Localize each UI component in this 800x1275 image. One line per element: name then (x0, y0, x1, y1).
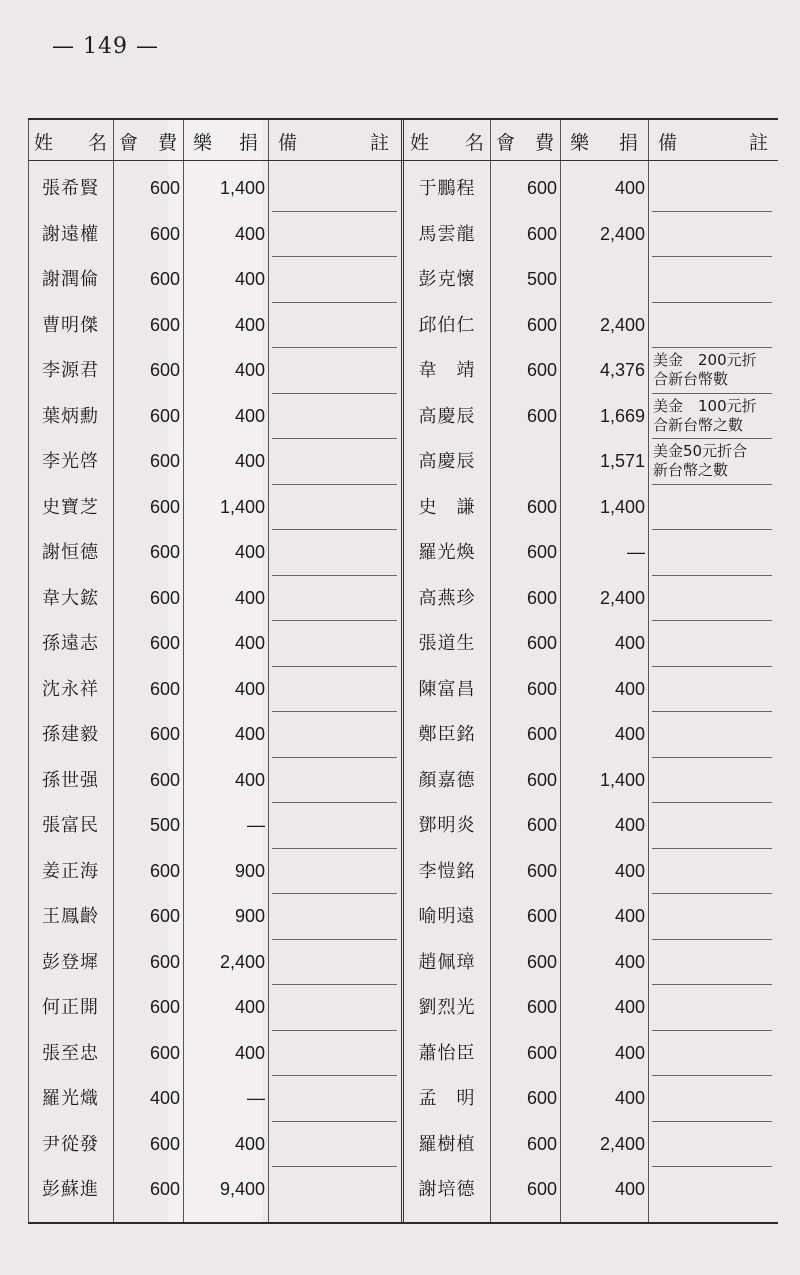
row-rule (652, 256, 772, 257)
header-remark-left: 備 註 (278, 132, 389, 154)
row-rule (272, 1166, 397, 1167)
bottom-rule (28, 1223, 778, 1224)
right-table-row (28, 1167, 778, 1212)
donation-amount: 900 (234, 860, 265, 881)
member-name: 趙佩璋 (418, 951, 476, 973)
membership-fee: 600 (526, 405, 557, 426)
right-table-row (28, 303, 778, 348)
membership-fee-table (28, 118, 778, 1224)
row-rule (652, 529, 772, 530)
right-table-row (28, 166, 778, 211)
member-name: 孫世强 (42, 769, 99, 791)
donation-amount: 1,669 (599, 405, 645, 426)
right-table-row (28, 803, 778, 848)
membership-fee: 600 (526, 178, 557, 198)
donation-amount: 400 (614, 815, 645, 835)
member-name: 鄭臣銘 (418, 724, 476, 745)
member-name: 李光啓 (42, 451, 99, 472)
membership-fee: 600 (149, 451, 180, 471)
right-table-row (28, 758, 778, 803)
right-table-row (28, 212, 778, 257)
donation-amount: 400 (234, 678, 265, 699)
donation-amount: 9,400 (219, 1179, 265, 1199)
row-rule (272, 620, 397, 621)
donation-amount: 400 (234, 223, 265, 244)
membership-fee: 600 (526, 587, 557, 608)
row-rule (652, 848, 772, 849)
remark-note (651, 397, 780, 435)
member-name: 尹從發 (42, 1133, 99, 1155)
membership-fee: 500 (149, 815, 180, 835)
member-name: 彭克懷 (418, 269, 476, 290)
right-table-row (28, 1076, 778, 1121)
member-name: 顏嘉德 (418, 769, 476, 791)
right-table-row (28, 667, 778, 712)
donation-amount: 400 (234, 542, 265, 562)
member-name: 高燕珍 (418, 587, 476, 609)
membership-fee: 600 (526, 1179, 557, 1199)
right-table-row (28, 576, 778, 621)
membership-fee: 600 (149, 360, 180, 380)
member-name: 姜正海 (42, 860, 99, 882)
donation-amount: 400 (234, 1042, 265, 1063)
membership-fee: 600 (526, 633, 557, 653)
membership-fee: 600 (149, 860, 180, 881)
membership-fee: 600 (526, 1042, 557, 1063)
remark-note-line: 美金 100元折 (653, 396, 757, 415)
right-table-row (28, 621, 778, 666)
membership-fee: 600 (149, 678, 180, 699)
membership-fee: 600 (526, 724, 557, 744)
remark-note-line: 美金 200元折 (653, 351, 757, 369)
row-rule (652, 711, 772, 712)
row-rule (272, 711, 397, 712)
membership-fee: 600 (526, 951, 557, 972)
donation-amount: 2,400 (599, 587, 645, 608)
donation-amount: 400 (234, 314, 265, 335)
right-table-row (28, 530, 778, 575)
donation-amount: 2,400 (219, 951, 265, 972)
donation-amount: 400 (614, 1179, 645, 1199)
row-rule (272, 347, 397, 348)
member-name: 張至忠 (42, 1042, 99, 1064)
header-rule (28, 160, 778, 161)
member-name: 高慶辰 (418, 451, 476, 472)
right-table-row (28, 485, 778, 530)
row-rule (652, 347, 772, 348)
row-rule (652, 666, 772, 667)
donation-amount: 400 (234, 451, 265, 471)
donation-amount: — (247, 815, 265, 835)
donation-amount: 400 (614, 860, 645, 881)
row-rule (272, 393, 397, 394)
donation-amount: 400 (614, 1042, 645, 1063)
membership-fee: 600 (149, 269, 180, 289)
member-name: 韋大鋐 (42, 587, 99, 609)
membership-fee: 600 (526, 678, 557, 699)
member-name: 陳富昌 (418, 678, 476, 700)
header-remark-right: 備 註 (658, 132, 768, 154)
member-name: 馬雲龍 (418, 223, 476, 245)
donation-amount: 1,400 (219, 178, 265, 198)
member-name: 謝培德 (418, 1179, 476, 1200)
membership-fee: 600 (149, 769, 180, 790)
row-rule (652, 211, 772, 212)
donation-amount: 400 (234, 997, 265, 1017)
membership-fee: 600 (526, 314, 557, 335)
right-table-row (28, 849, 778, 894)
row-rule (272, 1030, 397, 1031)
membership-fee: 600 (526, 769, 557, 790)
donation-amount: 400 (234, 633, 265, 653)
member-name: 羅光煥 (418, 542, 476, 563)
membership-fee: 600 (526, 906, 557, 926)
row-rule (272, 848, 397, 849)
row-rule (652, 1030, 772, 1031)
membership-fee: 600 (149, 906, 180, 926)
membership-fee: 600 (149, 223, 180, 244)
row-rule (272, 256, 397, 257)
donation-amount: 4,376 (599, 360, 645, 380)
member-name: 謝潤倫 (42, 269, 99, 290)
member-name: 孟 明 (418, 1088, 476, 1109)
membership-fee: 600 (149, 633, 180, 653)
donation-amount: 2,400 (599, 1133, 645, 1154)
header-fee-right: 會 費 (496, 132, 554, 154)
row-rule (652, 984, 772, 985)
row-rule (652, 757, 772, 758)
page-number: — 149 — (52, 34, 159, 59)
member-name: 高慶辰 (418, 405, 476, 427)
right-table-row (28, 257, 778, 302)
member-name: 彭蘇進 (42, 1179, 99, 1200)
row-rule (652, 1075, 772, 1076)
membership-fee: 600 (526, 360, 557, 380)
member-name: 王鳳齡 (42, 906, 99, 927)
member-name: 羅光熾 (42, 1088, 99, 1109)
row-rule (652, 438, 772, 439)
right-table-row (28, 985, 778, 1030)
row-rule (272, 575, 397, 576)
member-name: 羅樹植 (418, 1133, 476, 1155)
donation-amount: 400 (234, 587, 265, 608)
donation-amount: 400 (234, 405, 265, 426)
row-rule (652, 302, 772, 303)
remark-note-line: 新台幣之數 (653, 461, 729, 479)
header-name-right: 姓 名 (410, 132, 484, 154)
membership-fee: 600 (149, 1133, 180, 1154)
membership-fee: 600 (526, 1133, 557, 1154)
row-rule (272, 529, 397, 530)
remark-note-line: 美金50元折合 (653, 442, 748, 460)
member-name: 張道生 (418, 633, 476, 654)
member-name: 史寶芝 (42, 496, 99, 518)
row-rule (272, 939, 397, 940)
row-rule (272, 438, 397, 439)
row-rule (652, 1166, 772, 1167)
member-name: 彭登墀 (42, 951, 99, 973)
donation-amount: 400 (234, 1133, 265, 1154)
header-fee-left: 會 費 (119, 132, 177, 154)
header-donation-right: 樂 捐 (570, 132, 638, 154)
membership-fee: 600 (526, 815, 557, 835)
member-name: 葉炳勳 (42, 405, 99, 427)
row-rule (652, 575, 772, 576)
row-rule (272, 1075, 397, 1076)
member-name: 邱伯仁 (418, 314, 476, 336)
right-table-row (28, 1122, 778, 1167)
row-rule (272, 302, 397, 303)
membership-fee: 600 (526, 542, 557, 562)
remark-note-line: 合新台幣數 (653, 370, 729, 388)
membership-fee: 600 (526, 997, 557, 1017)
donation-amount: 400 (614, 997, 645, 1017)
member-name: 張富民 (42, 815, 99, 836)
donation-amount: 2,400 (599, 314, 645, 335)
donation-amount: 400 (614, 633, 645, 653)
row-rule (652, 620, 772, 621)
membership-fee: 600 (149, 496, 180, 517)
membership-fee: 600 (149, 178, 180, 198)
member-name: 何正開 (42, 997, 99, 1018)
membership-fee: 600 (149, 587, 180, 608)
member-name: 孫建毅 (42, 724, 99, 745)
row-rule (652, 893, 772, 894)
donation-amount: 400 (614, 906, 645, 926)
membership-fee: 600 (149, 1042, 180, 1063)
membership-fee: 600 (526, 496, 557, 517)
donation-amount: 400 (614, 678, 645, 699)
membership-fee: 600 (149, 951, 180, 972)
membership-fee: 600 (149, 997, 180, 1017)
donation-amount: — (627, 542, 645, 562)
member-name: 曹明傑 (42, 314, 99, 336)
membership-fee: 600 (526, 223, 557, 244)
membership-fee: 600 (149, 405, 180, 426)
row-rule (272, 984, 397, 985)
remark-note (651, 351, 780, 389)
donation-amount: 400 (614, 724, 645, 744)
right-table-row (28, 712, 778, 757)
right-table-row (28, 1031, 778, 1076)
donation-amount: 1,400 (599, 769, 645, 790)
donation-amount: 400 (614, 1088, 645, 1108)
member-name: 沈永祥 (42, 678, 99, 700)
right-table-row (28, 894, 778, 939)
membership-fee: 600 (149, 1179, 180, 1199)
member-name: 謝遠權 (42, 223, 99, 245)
donation-amount (560, 257, 648, 302)
member-name: 謝恒德 (42, 542, 99, 563)
donation-amount: 900 (234, 906, 265, 926)
donation-amount: 400 (614, 951, 645, 972)
donation-amount: 1,400 (599, 496, 645, 517)
donation-amount: 2,400 (599, 223, 645, 244)
membership-fee: 600 (526, 1088, 557, 1108)
membership-fee (490, 439, 560, 484)
row-rule (272, 802, 397, 803)
membership-fee: 600 (526, 860, 557, 881)
donation-amount: 400 (234, 360, 265, 380)
member-name: 鄧明炎 (418, 815, 476, 836)
membership-fee: 600 (149, 724, 180, 744)
row-rule (652, 484, 772, 485)
member-name: 蕭怡臣 (418, 1042, 476, 1064)
member-name: 喻明遠 (418, 906, 476, 927)
donation-amount: — (247, 1088, 265, 1108)
member-name: 孫遠志 (42, 633, 99, 654)
row-rule (652, 1121, 772, 1122)
remark-note (651, 442, 780, 480)
membership-fee: 500 (526, 269, 557, 289)
row-rule (272, 211, 397, 212)
row-rule (272, 893, 397, 894)
membership-fee: 600 (149, 314, 180, 335)
row-rule (272, 757, 397, 758)
member-name: 韋 靖 (418, 360, 476, 381)
row-rule (272, 666, 397, 667)
donation-amount: 400 (614, 178, 645, 198)
row-rule (272, 484, 397, 485)
row-rule (652, 802, 772, 803)
membership-fee: 600 (149, 542, 180, 562)
member-name: 李愷銘 (418, 860, 476, 882)
right-table-row (28, 940, 778, 985)
membership-fee: 400 (149, 1088, 180, 1108)
donation-amount: 400 (234, 724, 265, 744)
member-name: 劉烈光 (418, 997, 476, 1018)
header-donation-left: 樂 捐 (193, 132, 258, 154)
member-name: 史 謙 (418, 496, 476, 518)
row-rule (272, 1121, 397, 1122)
donation-amount: 400 (234, 769, 265, 790)
row-rule (652, 939, 772, 940)
member-name: 李源君 (42, 360, 99, 381)
remark-note-line: 合新台幣之數 (653, 415, 744, 434)
member-name: 張希賢 (42, 178, 99, 199)
header-name-left: 姓 名 (34, 132, 107, 154)
row-rule (652, 393, 772, 394)
donation-amount: 400 (234, 269, 265, 289)
donation-amount: 1,400 (219, 496, 265, 517)
member-name: 于鵬程 (418, 178, 476, 199)
donation-amount: 1,571 (599, 451, 645, 471)
